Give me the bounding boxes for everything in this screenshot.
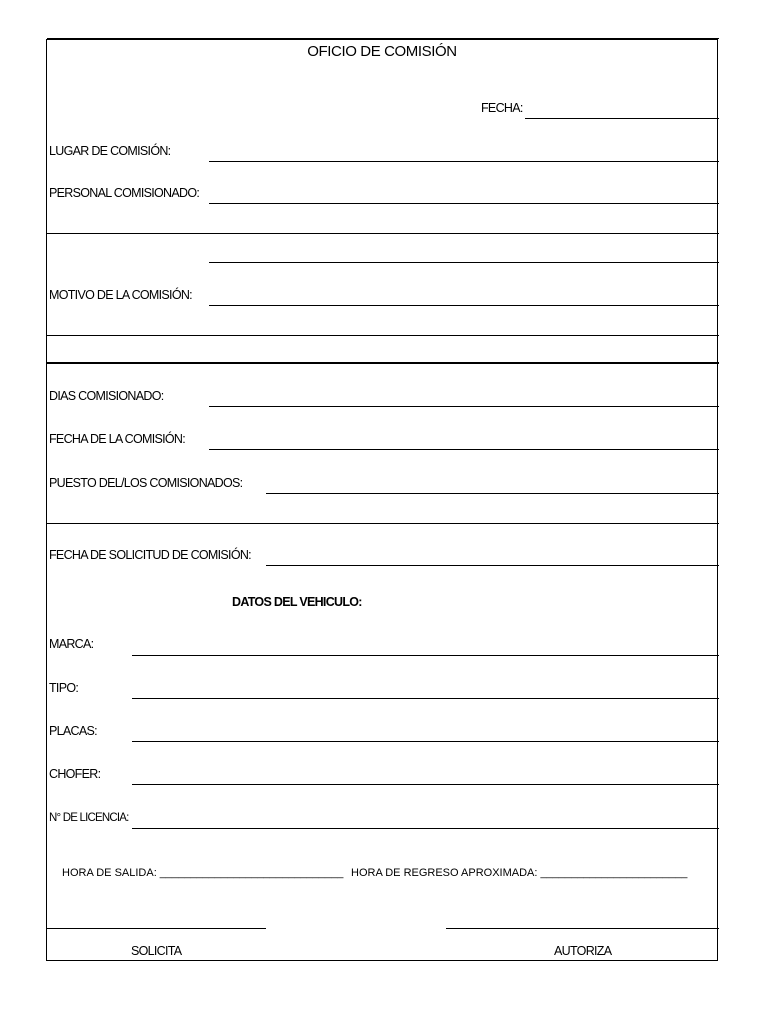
puesto-label: PUESTO DEL/LOS COMISIONADOS:	[49, 476, 243, 490]
lugar-label: LUGAR DE COMISIÓN:	[49, 144, 171, 158]
autoriza-label: AUTORIZA	[554, 944, 612, 958]
fecha-solicitud-label: FECHA DE SOLICITUD DE COMISIÓN:	[49, 548, 251, 562]
solicita-signature-line[interactable]	[47, 928, 266, 929]
fecha-solicitud-field[interactable]	[266, 565, 719, 566]
licencia-label: N° DE LICENCIA:	[49, 812, 129, 824]
personal-field[interactable]	[209, 203, 719, 204]
fecha-label: FECHA:	[481, 101, 523, 115]
puesto-field[interactable]	[266, 493, 719, 494]
dias-label: DIAS COMISIONADO:	[49, 389, 164, 403]
marca-field[interactable]	[132, 655, 719, 656]
tipo-field[interactable]	[132, 698, 719, 699]
divider	[47, 233, 719, 234]
licencia-field[interactable]	[132, 828, 719, 829]
fecha-field[interactable]	[525, 118, 719, 119]
motivo-label: MOTIVO DE LA COMISIÓN:	[49, 288, 192, 302]
top-border	[47, 38, 719, 42]
vehiculo-heading: DATOS DEL VEHICULO:	[232, 595, 362, 609]
lugar-field[interactable]	[209, 161, 719, 162]
placas-field[interactable]	[132, 741, 719, 742]
form-title: OFICIO DE COMISIÓN	[307, 43, 457, 60]
fecha-comision-field[interactable]	[209, 449, 719, 450]
placas-label: PLACAS:	[49, 724, 97, 738]
hora-salida-label: HORA DE SALIDA: ______________________________	[62, 867, 344, 879]
personal-label: PERSONAL COMISIONADO:	[49, 186, 200, 200]
section-divider	[47, 362, 719, 364]
chofer-field[interactable]	[132, 784, 719, 785]
chofer-label: CHOFER:	[49, 767, 101, 781]
fecha-comision-label: FECHA DE LA COMISIÓN:	[49, 432, 186, 446]
motivo-field-line-1[interactable]	[209, 262, 719, 263]
divider	[47, 335, 719, 336]
divider	[47, 523, 719, 524]
commission-form	[46, 39, 718, 961]
marca-label: MARCA:	[49, 637, 94, 651]
hora-regreso-label: HORA DE REGRESO APROXIMADA: ________________________	[351, 867, 688, 879]
tipo-label: TIPO:	[49, 681, 79, 695]
dias-field[interactable]	[209, 406, 719, 407]
solicita-label: SOLICITA	[131, 944, 182, 958]
motivo-field-line-2[interactable]	[209, 305, 719, 306]
autoriza-signature-line[interactable]	[446, 928, 719, 929]
